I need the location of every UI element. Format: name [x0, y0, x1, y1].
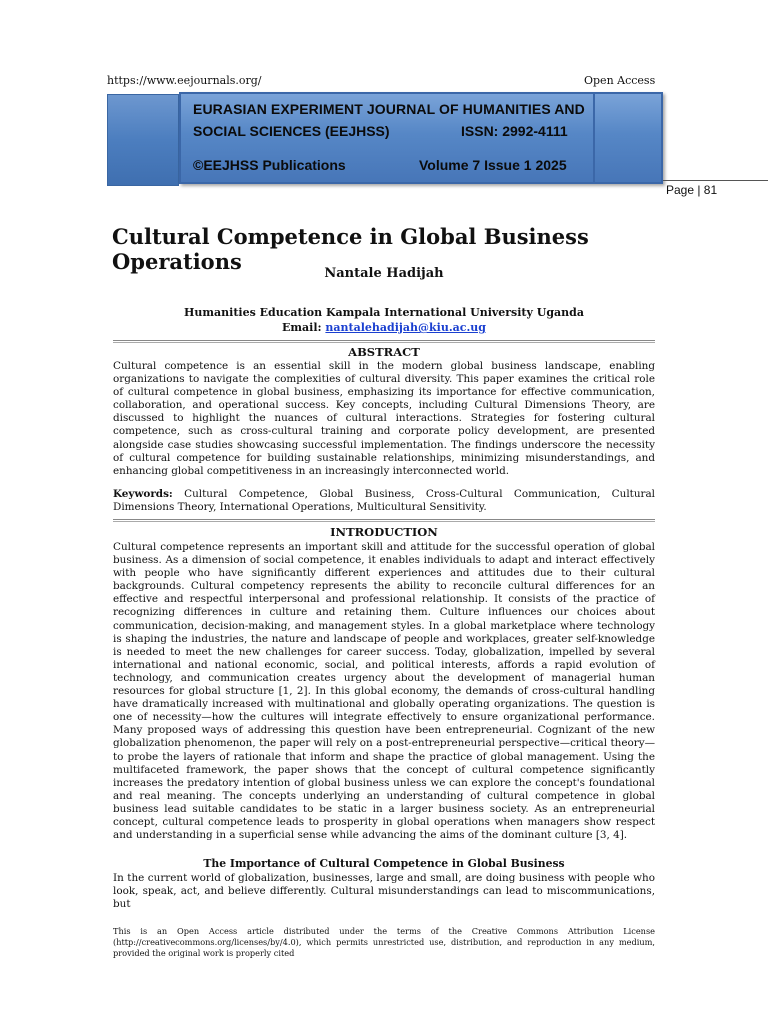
abstract-top-rule-inner — [113, 342, 655, 343]
page-number: Page | 81 — [666, 183, 718, 197]
intro-top-rule — [113, 519, 655, 520]
keywords-line — [113, 488, 655, 514]
journal-name-line1: EURASIAN EXPERIMENT JOURNAL OF HUMANITIES AND — [193, 101, 585, 117]
banner-accent-block — [107, 94, 179, 186]
journal-volume: Volume 7 Issue 1 2025 — [419, 157, 567, 173]
journal-url[interactable]: https://www.eejournals.org/ — [107, 74, 262, 87]
introduction-heading: INTRODUCTION — [330, 525, 438, 539]
open-access-label: Open Access — [584, 74, 656, 87]
section-heading: The Importance of Cultural Competence in Global Business — [203, 857, 565, 870]
author-affiliation: Humanities Education Kampala International University Uganda — [184, 306, 584, 319]
article-author: Nantale Hadijah — [324, 266, 444, 281]
section-text: In the current world of globalization, businesses, large and small, are doing business with people who look, speak, act, and believe differently. Cultural misunderstandings can lead to miscommunications, but — [113, 872, 655, 911]
keywords-label: Keywords: — [113, 488, 173, 500]
journal-issn: ISSN: 2992-4111 — [461, 123, 568, 139]
journal-publisher: ©EEJHSS Publications — [193, 157, 346, 173]
journal-name-line2: SOCIAL SCIENCES (EEJHSS) — [193, 123, 390, 139]
keywords-text: Cultural Competence, Global Business, Cross-Cultural Communication, Cultural Dimensions Theory, International Operations, Multicultural Sensitivity. — [113, 488, 655, 514]
email-link[interactable]: nantalehadijah@kiu.ac.ug — [325, 321, 486, 334]
page-number-rule — [663, 180, 768, 181]
article-title: Cultural Competence in Global Business Operations — [112, 224, 589, 274]
journal-banner — [179, 92, 663, 184]
author-email-line — [0, 321, 768, 334]
email-label: Email: — [281, 321, 322, 334]
abstract-top-rule — [113, 340, 655, 341]
banner-divider — [593, 94, 595, 182]
introduction-text: Cultural competence represents an important skill and attitude for the successful operation of global business. As a dimension of social competence, it enables individuals to adapt and interact effectively with people who have significantly different experiences and attitudes due to their cultural backgrounds. Cultural competency represents the ability to reconcile cultural differences for an effective and respectful interpersonal and professional relationship. It consists of the practice of recognizing differences in culture and retaining them. Culture influences our choices about communication, decision-making, and management styles. In a global marketplace where technology is shaping the industries, the nature and landscape of people and workplaces, greater self-knowledge is needed to meet the new challenges for career success. Today, globalization, impelled by several international and national economic, social, and political interests, affords a rapid evolution of technology, and communication creates urgency about the development of managerial human resources for global structure [1, 2]. In this global economy, the demands of cross-cultural handling have dramatically increased with multinational and globally operating organizations. The question is one of necessity—how the cultures will integrate effectively to ensure organizational performance. Many proposed ways of addressing this question have been entrepreneurial. Cognizant of the new globalization phenomenon, the paper will rely on a post-entrepreneurial perspective—critical theory—to probe the layers of rationale that inform and shape the practice of global management. Using the multifaceted framework, the paper shows that the concept of cultural competence significantly increases the predatory intention of global business unless we can explore the concept's foundational and real meaning. The concepts underlying an understanding of cultural competence in global business lead suitable candidates to be static in a larger business society. As an entrepreneurial concept, cultural competence leads to prosperity in global operations when managers show respect and understanding in a superficial sense while advancing the aims of the dominant culture [3, 4]. — [113, 541, 655, 842]
intro-top-rule-inner — [113, 521, 655, 522]
abstract-heading: ABSTRACT — [348, 345, 420, 359]
abstract-text: Cultural competence is an essential skill in the modern global business landscape, enabling organizations to navigate the complexities of cultural diversity. This paper examines the critical role of cultural competence in global business, emphasizing its importance for effective communication, collaboration, and operational success. Key concepts, including Cultural Dimensions Theory, are discussed to highlight the nuances of cultural interactions. Strategies for fostering cultural competence, such as cross-cultural training and corporate policy development, are presented alongside case studies showcasing successful implementation. The findings underscore the necessity of cultural competence for building sustainable relationships, minimizing misunderstandings, and enhancing global competitiveness in an increasingly interconnected world. — [113, 360, 655, 477]
license-footer: This is an Open Access article distributed under the terms of the Creative Commons Attribution License (http://creativecommons.org/licenses/by/4.0), which permits unrestricted use, distribution, and reproduction in any medium, provided the original work is properly cited — [113, 926, 655, 958]
